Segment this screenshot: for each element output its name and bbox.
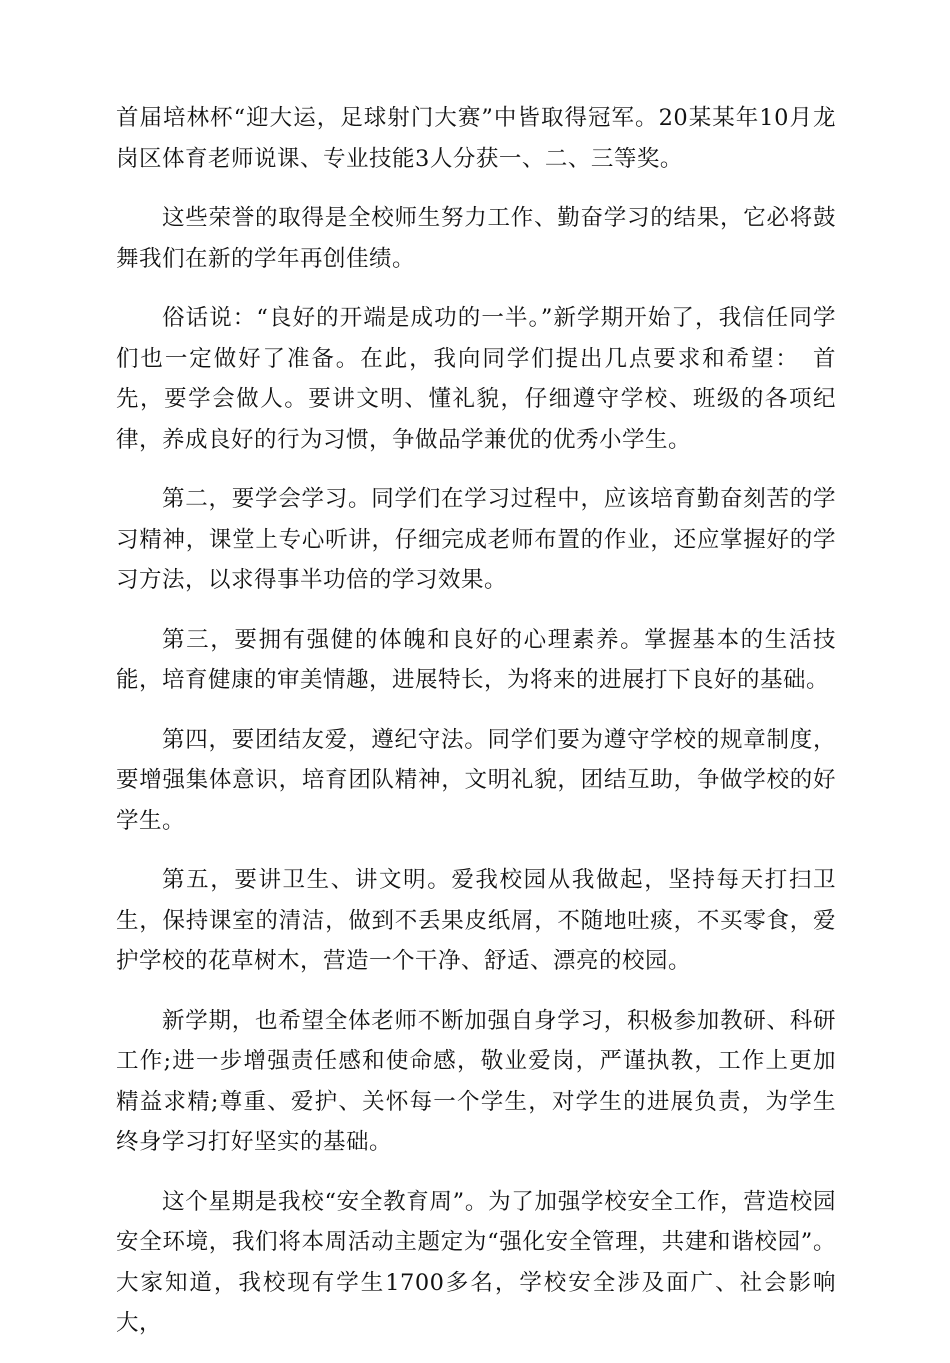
document-page (116, 98, 836, 1363)
paragraph-3: 俗话说：“良好的开端是成功的一半。”新学期开始了，我信任同学们也一定做好了准备。在此，我向同学们提出几点要求和希望： 首先，要学会做人。要讲文明、懂礼貌，仔细遵守学校、班级的各项纪律，养成良好的行为习惯，争做品学兼优的优秀小学生。 (116, 305, 836, 453)
paragraph-4: 第二，要学会学习。同学们在学习过程中，应该培育勤奋刻苦的学习精神，课堂上专心听讲，仔细完成老师布置的作业，还应掌握好的学习方法，以求得事半功倍的学习效果。 (116, 486, 836, 593)
paragraph-6: 第四，要团结友爱，遵纪守法。同学们要为遵守学校的规章制度，要增强集体意识，培育团队精神，文明礼貌，团结互助，争做学校的好学生。 (116, 726, 836, 834)
paragraph-2: 这些荣誉的取得是全校师生努力工作、勤奋学习的结果，它必将鼓舞我们在新的学年再创佳绩。 (116, 205, 836, 272)
paragraph-1: 首届培林杯“迎大运，足球射门大赛”中皆取得冠军。20某某年10月龙岗区体育老师说课、专业技能3人分获一、二、三等奖。 (116, 105, 836, 172)
paragraph-5: 第三，要拥有强健的体魄和良好的心理素养。掌握基本的生活技能，培育健康的审美情趣，进展特长，为将来的进展打下良好的基础。 (116, 626, 836, 693)
paragraph-8: 新学期，也希望全体老师不断加强自身学习，积极参加教研、科研工作;进一步增强责任感和使命感，敬业爱岗，严谨执教，工作上更加精益求精;尊重、爱护、关怀每一个学生，对学生的进展负责，为学生终身学习打好坚实的基础。 (116, 1007, 836, 1155)
paragraph-7: 第五，要讲卫生、讲文明。爱我校园从我做起，坚持每天打扫卫生，保持课室的清洁，做到不丢果皮纸屑，不随地吐痰，不买零食，爱护学校的花草树木，营造一个干净、舒适、漂亮的校园。 (116, 867, 836, 974)
paragraph-9: 这个星期是我校“安全教育周”。为了加强学校安全工作，营造校园安全环境，我们将本周活动主题定为“强化安全管理，共建和谐校园”。大家知道，我校现有学生1700多名，学校安全涉及面广、社会影响大， (116, 1188, 836, 1336)
